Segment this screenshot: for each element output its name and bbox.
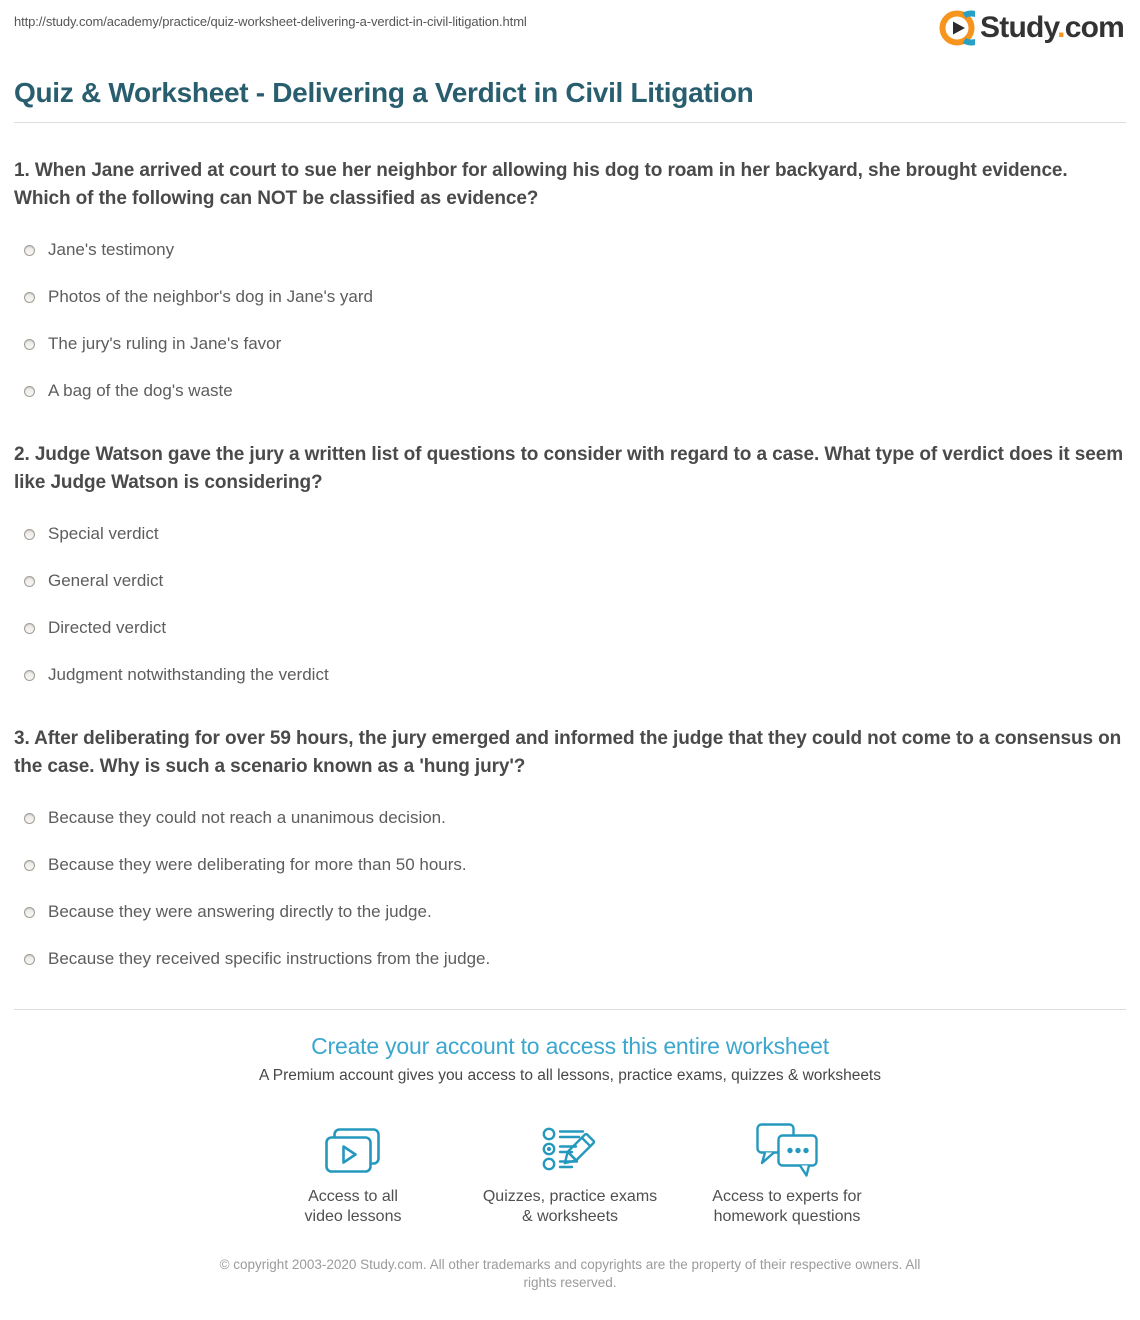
answer-option[interactable] [14,949,1126,969]
radio-button[interactable] [24,954,35,965]
radio-button[interactable] [24,386,35,397]
play-circle-icon [939,10,975,46]
answer-option[interactable] [14,665,1126,685]
answer-option[interactable] [14,334,1126,354]
radio-button[interactable] [24,813,35,824]
copyright-notice: © copyright 2003-2020 Study.com. All other trademarks and copyrights are the property of their respective owners. All rights reserved. [219,1257,921,1290]
quiz-worksheet [0,157,1140,969]
radio-button[interactable] [24,670,35,681]
title-divider [14,122,1126,123]
feature-label-line: & worksheets [521,1208,619,1225]
question-text: 1. When Jane arrived at court to sue her neighbor for allowing his dog to roam in her backyard, she brought evidence. Which of the following can NOT be classified as evidence? [14,160,1068,209]
option-label: Because they were deliberating for more than 50 hours. [48,855,467,874]
answer-option[interactable] [14,240,1126,260]
question-2 [14,441,1126,685]
option-label: The jury's ruling in Jane's favor [48,334,282,353]
radio-button[interactable] [24,860,35,871]
logo-text [980,10,1124,46]
answer-option[interactable] [14,287,1126,307]
quizzes-worksheets-icon [470,1120,670,1178]
logo-dot: . [1057,11,1065,44]
option-label: Because they received specific instructions from the judge. [48,949,491,968]
radio-button[interactable] [24,623,35,634]
page-footer [210,1256,930,1320]
option-label: Photos of the neighbor's dog in Jane's yard [48,287,373,306]
feature-label-line: Access to all [308,1188,398,1205]
feature-video-lessons [253,1120,453,1227]
question-text: 2. Judge Watson gave the jury a written list of questions to consider with regard to a case. What type of verdict does it seem like Judge Watson is considering? [14,444,1123,493]
option-label: Judgment notwithstanding the verdict [48,665,329,684]
answer-option[interactable] [14,902,1126,922]
option-label: Jane's testimony [48,240,175,259]
feature-expert-help [687,1120,887,1227]
study-logo[interactable] [939,10,1124,46]
feature-label-line: video lessons [304,1208,402,1225]
answer-option[interactable] [14,618,1126,638]
radio-button[interactable] [24,529,35,540]
page-url: http://study.com/academy/practice/quiz-worksheet-delivering-a-verdict-in-civil-litigation.html [14,14,527,29]
video-lessons-icon [253,1120,453,1178]
answer-option[interactable] [14,855,1126,875]
option-label: Because they were answering directly to the judge. [48,902,432,921]
feature-list [0,1120,1140,1227]
option-label: A bag of the dog's waste [48,381,233,400]
header [0,0,1140,50]
chat-experts-icon [687,1120,887,1178]
feature-quizzes-worksheets [470,1120,670,1227]
page-title: Quiz & Worksheet - Delivering a Verdict in Civil Litigation [14,77,754,108]
feature-label [687,1187,887,1227]
feature-label-line: Access to experts for [712,1188,862,1205]
answer-option[interactable] [14,524,1126,544]
radio-button[interactable] [24,245,35,256]
create-account-section [0,1010,1140,1227]
radio-button[interactable] [24,339,35,350]
feature-label-line: Quizzes, practice exams [482,1188,658,1205]
answer-option[interactable] [14,808,1126,828]
logo-text-study: Study [980,11,1058,44]
cta-subtitle: A Premium account gives you access to all lessons, practice exams, quizzes & worksheets [259,1067,881,1084]
option-label: Special verdict [48,524,159,543]
radio-button[interactable] [24,907,35,918]
feature-label [253,1187,453,1227]
answer-option[interactable] [14,571,1126,591]
radio-button[interactable] [24,576,35,587]
answer-option[interactable] [14,381,1126,401]
radio-button[interactable] [24,292,35,303]
option-label: Because they could not reach a unanimous decision. [48,808,446,827]
feature-label [470,1187,670,1227]
cta-title: Create your account to access this entire worksheet [311,1033,829,1059]
question-3 [14,725,1126,969]
option-label: General verdict [48,571,164,590]
logo-text-com: com [1064,11,1124,44]
option-label: Directed verdict [48,618,167,637]
feature-label-line: homework questions [713,1208,861,1225]
question-text: 3. After deliberating for over 59 hours, the jury emerged and informed the judge that they could not come to a consensus on the case. Why is such a scenario known as a 'hung jury'? [14,728,1122,777]
question-1 [14,157,1126,401]
